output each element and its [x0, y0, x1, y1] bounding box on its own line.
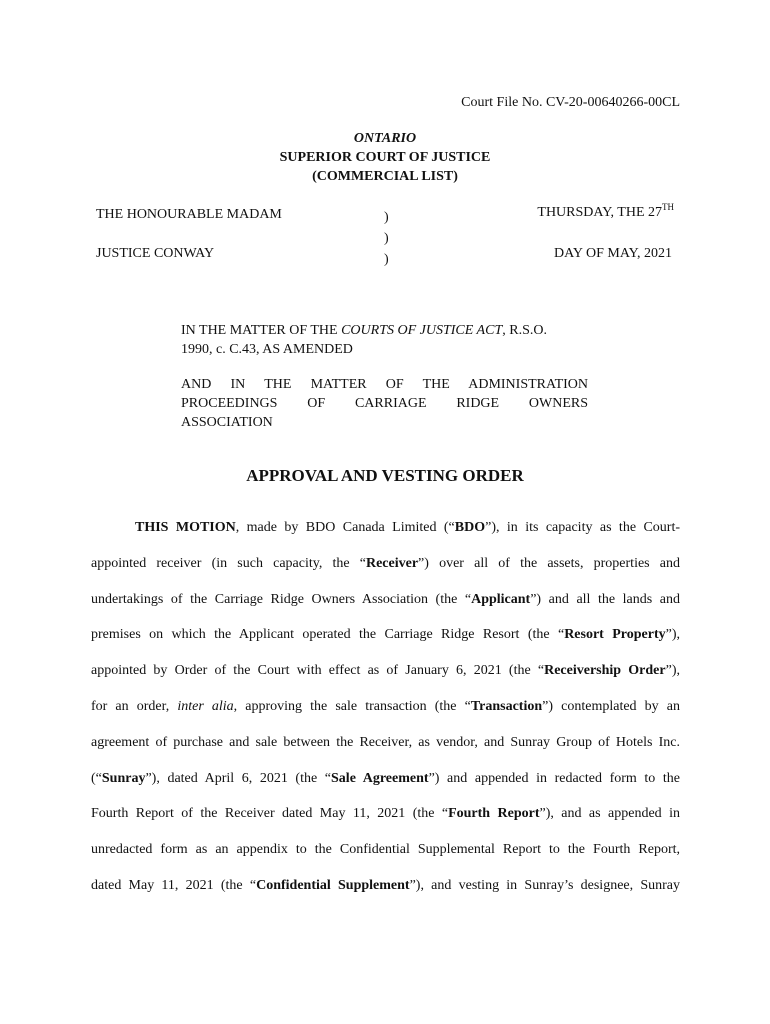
- matter-1-act: COURTS OF JUSTICE ACT: [341, 323, 503, 338]
- body-line: for an order, inter alia, approving the sale transaction (the “Transaction”) contemplated by an: [91, 698, 680, 714]
- motion-paragraph: [91, 520, 680, 914]
- hearing-date-line-2: DAY OF MAY, 2021: [553, 246, 672, 261]
- body-line: dated May 11, 2021 (the “Confidential Supplement”), and vesting in Sunray’s designee, Sunray: [91, 877, 681, 893]
- matter-1-suffix: , R.S.O.: [502, 323, 547, 338]
- judge-line-2: JUSTICE CONWAY: [96, 246, 215, 261]
- body-line: Fourth Report of the Receiver dated May 11, 2021 (the “Fourth Report”), and as appended in: [91, 806, 680, 822]
- matter-1-line-2: 1990, c. C.43, AS AMENDED: [181, 342, 353, 357]
- judge-line-1: THE HONOURABLE MADAM: [96, 207, 282, 222]
- court-name: SUPERIOR COURT OF JUSTICE: [279, 150, 491, 165]
- province-label: ONTARIO: [353, 131, 417, 146]
- matter-administration-proceedings: [181, 375, 588, 432]
- bracket-2: ): [384, 231, 389, 246]
- court-file-number: Court File No. CV-20-00640266-00CL: [461, 95, 680, 110]
- matter-2-line-3: ASSOCIATION: [181, 415, 273, 430]
- body-line: premises on which the Applicant operated the Carriage Ridge Resort (the “Resort Property”),: [91, 627, 680, 643]
- date-ordinal-suffix: TH: [662, 202, 674, 212]
- body-line: appointed receiver (in such capacity, the “Receiver”) over all of the assets, properties and: [91, 555, 680, 571]
- bracket-3: ): [384, 252, 389, 267]
- body-line: unredacted form as an appendix to the Confidential Supplemental Report to the Fourth Report,: [91, 842, 680, 858]
- body-line: THIS MOTION, made by BDO Canada Limited (“BDO”), in its capacity as the Court-: [135, 520, 680, 535]
- matter-courts-of-justice-act: [181, 321, 588, 359]
- body-line: appointed by Order of the Court with effect as of January 6, 2021 (the “Receivership Order”),: [91, 663, 680, 679]
- caption-brackets: [384, 207, 389, 270]
- body-line: undertakings of the Carriage Ridge Owners Association (the “Applicant”) and all the lands and: [91, 591, 680, 607]
- bracket-1: ): [384, 210, 389, 225]
- body-line: agreement of purchase and sale between the Receiver, as vendor, and Sunray Group of Hotels Inc.: [91, 734, 680, 750]
- court-heading: [0, 129, 770, 186]
- court-list: (COMMERCIAL LIST): [312, 169, 458, 184]
- matter-2-line-2: PROCEEDINGS OF CARRIAGE RIDGE OWNERS: [181, 396, 588, 411]
- order-title: APPROVAL AND VESTING ORDER: [246, 466, 524, 485]
- matter-1-prefix: IN THE MATTER OF THE: [181, 323, 342, 338]
- hearing-date-line-1: [537, 202, 674, 221]
- hearing-day: THURSDAY, THE 27: [537, 205, 662, 220]
- body-line: (“Sunray”), dated April 6, 2021 (the “Sale Agreement”) and appended in redacted form to the: [91, 770, 680, 786]
- matter-2-line-1: AND IN THE MATTER OF THE ADMINISTRATION: [181, 377, 588, 392]
